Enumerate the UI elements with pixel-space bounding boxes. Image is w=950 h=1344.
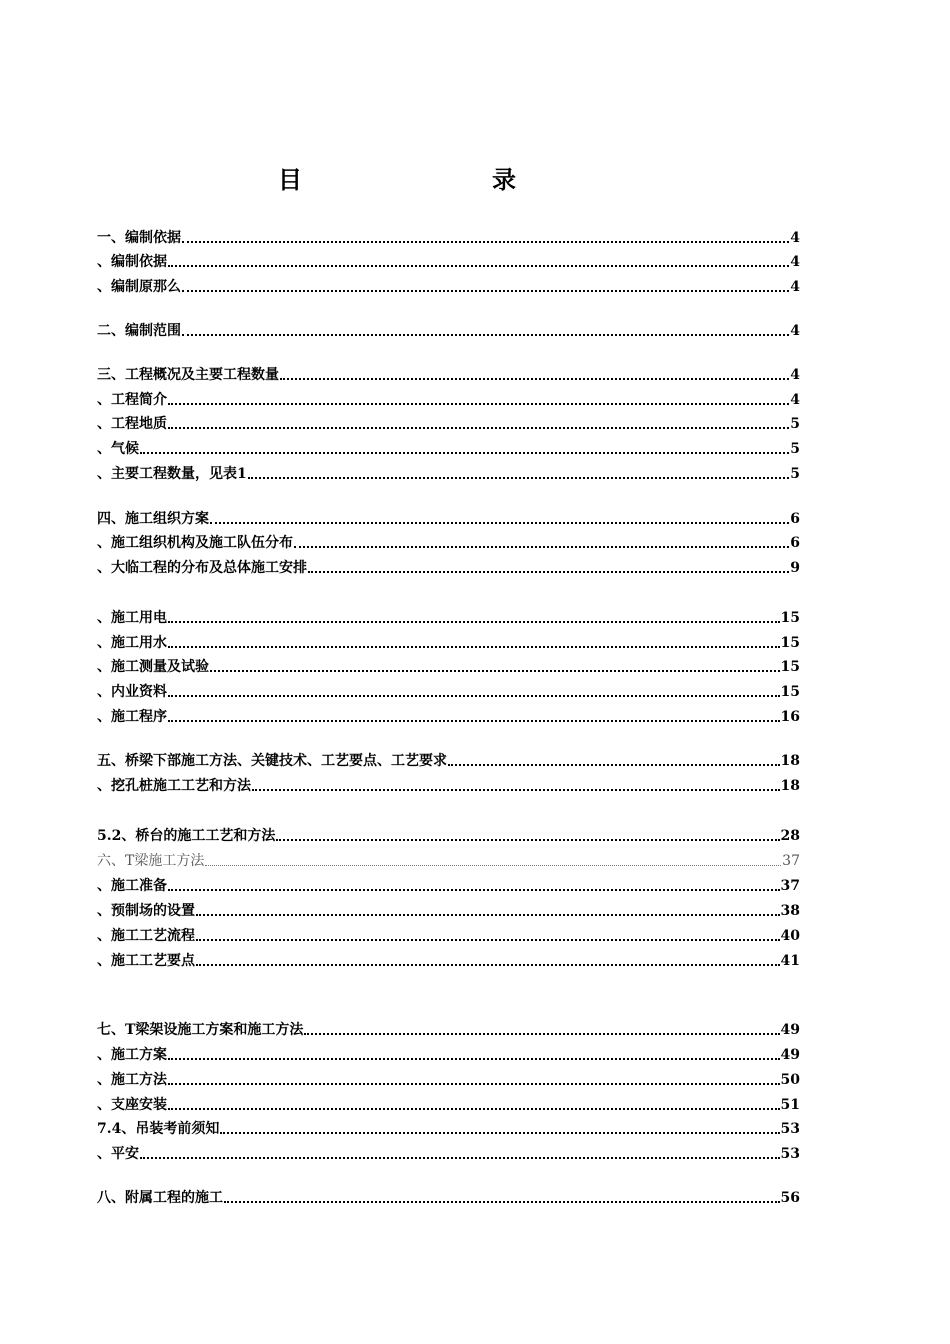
toc-entry-page: 5 [790,441,800,457]
toc-entry[interactable] [97,274,800,296]
toc-entry-text: 、编制依据 [97,254,167,270]
toc-entry[interactable] [97,555,800,577]
toc-entry[interactable] [97,704,800,726]
dot-leader [248,477,790,479]
toc-entry[interactable] [97,461,800,483]
toc-entry-page: 5 [790,416,800,432]
toc-entry-text: 、施工工艺要点 [97,953,195,969]
toc-entry-text: 、支座安装 [97,1097,167,1113]
toc-entry-page: 40 [780,928,800,944]
dot-leader [308,571,789,573]
dot-leader [196,939,780,941]
dot-leader [196,964,780,966]
toc-entry-page: 38 [780,903,800,919]
toc-entry-page: 5 [790,466,800,482]
dot-leader [210,522,789,524]
dot-leader [168,889,780,891]
toc-entry-page: 53 [780,1146,800,1162]
toc-entry[interactable] [97,1042,800,1064]
toc-entry-text: 、施工方案 [97,1047,167,1063]
dot-leader [294,546,789,548]
dot-leader [168,621,780,623]
toc-entry-page: 15 [780,610,800,626]
toc-entry-page: 56 [780,1190,800,1206]
dot-leader [140,1157,780,1159]
toc-entry-text: 四、施工组织方案 [97,511,209,527]
dot-leader [252,789,780,791]
toc-entry[interactable] [97,225,800,247]
toc-entry[interactable] [97,249,800,271]
toc-entry-text: 、大临工程的分布及总体施工安排 [97,560,307,576]
toc-entry-text: 三、工程概况及主要工程数量 [97,367,279,383]
toc-entry[interactable] [97,387,800,409]
toc-entry[interactable] [97,773,800,795]
toc-entry[interactable] [97,1067,800,1089]
toc-entry-page: 15 [780,635,800,651]
toc-entry-page: 4 [790,279,800,295]
dot-leader [168,403,789,405]
toc-entry-text: 、工程简介 [97,392,167,408]
toc-entry-page: 16 [780,709,800,725]
toc-entry-text: 、挖孔桩施工工艺和方法 [97,778,251,794]
toc-title-char-1: 目 [278,165,302,194]
toc-entry-text: 七、T梁架设施工方案和施工方法 [97,1022,304,1038]
toc-entry-text: 、内业资料 [97,684,167,700]
toc-entry[interactable] [97,1092,800,1114]
dot-leader [168,695,780,697]
toc-entry-page: 28 [780,828,800,844]
toc-entry-text: 、工程地质 [97,416,167,432]
toc-entry[interactable] [97,873,800,895]
dot-leader [205,865,781,866]
toc-entry[interactable] [97,411,800,433]
toc-entry-text: 、施工程序 [97,709,167,725]
toc-entry-text: 、施工测量及试验 [97,659,209,675]
toc-entry[interactable] [97,1141,800,1163]
toc-entry-page: 18 [780,778,800,794]
toc-entry[interactable] [97,1116,800,1138]
toc-entry[interactable] [97,898,800,920]
toc-entry-text: 二、编制范围 [97,323,181,339]
toc-entry-text: 六、T梁施工方法 [97,853,205,869]
toc-entry-page: 53 [780,1121,800,1137]
toc-entry-page: 51 [780,1097,800,1113]
toc-entry[interactable] [97,436,800,458]
toc-title [0,162,950,198]
toc-entry[interactable] [97,1017,800,1039]
toc-entry-page: 18 [780,753,800,769]
toc-entry-text: 、施工方法 [97,1072,167,1088]
toc-entry[interactable] [97,605,800,627]
toc-entry[interactable] [97,506,800,528]
dot-leader [196,914,780,916]
toc-entry-page: 41 [780,953,800,969]
toc-entry-page: 4 [790,254,800,270]
toc-entry-text: 、平安 [97,1146,139,1162]
dot-leader [182,334,789,336]
toc-entry[interactable] [97,630,800,652]
dot-leader [168,427,789,429]
toc-entry-text: 、编制原那么 [97,279,181,295]
toc-entry[interactable] [97,948,800,970]
toc-entry-text: 、主要工程数量，见表1 [97,466,247,482]
toc-entry-text: 、预制场的设置 [97,903,195,919]
toc-entry-text: 一、编制依据 [97,230,181,246]
toc-entry-page: 9 [790,560,800,576]
toc-entry[interactable] [97,923,800,945]
toc-entry-text: 5.2、桥台的施工工艺和方法 [97,828,276,844]
toc-entry-page: 4 [790,392,800,408]
toc-entry[interactable] [97,318,800,340]
toc-entry-page: 4 [790,323,800,339]
toc-entry[interactable] [97,1185,800,1207]
toc-entry-text: 、施工准备 [97,878,167,894]
toc-entry-text: 、施工用电 [97,610,167,626]
toc-entry[interactable] [97,823,800,845]
toc-entry-text: 7.4、吊装考前须知 [97,1121,220,1137]
dot-leader [220,1132,779,1134]
toc-entry-page: 6 [790,535,800,551]
dot-leader [280,378,789,380]
toc-entry-text: 、施工工艺流程 [97,928,195,944]
dot-leader [168,646,780,648]
dot-leader [182,290,789,292]
dot-leader [224,1201,780,1203]
toc-entry[interactable] [97,848,800,870]
dot-leader [210,670,780,672]
toc-entry-page: 50 [780,1072,800,1088]
toc-entry-page: 15 [780,684,800,700]
dot-leader [168,1108,780,1110]
toc-entry-page: 49 [780,1047,800,1063]
toc-entry-text: 、气候 [97,441,139,457]
toc-entry-text: 五、桥梁下部施工方法、关键技术、工艺要点、工艺要求 [97,753,447,769]
toc-title-char-2: 录 [492,165,516,194]
toc-entry[interactable] [97,654,800,676]
toc-entry[interactable] [97,748,800,770]
dot-leader [304,1033,779,1035]
toc-entry-page: 37 [780,878,800,894]
toc-entry-text: 、施工组织机构及施工队伍分布 [97,535,293,551]
dot-leader [182,241,789,243]
dot-leader [448,764,780,766]
dot-leader [140,452,789,454]
dot-leader [168,265,789,267]
toc-entry-page: 4 [790,230,800,246]
dot-leader [168,720,780,722]
dot-leader [276,839,779,841]
toc-entry[interactable] [97,679,800,701]
toc-entry-text: 、施工用水 [97,635,167,651]
toc-entry-page: 6 [790,511,800,527]
toc-entry[interactable] [97,362,800,384]
toc-entry[interactable] [97,530,800,552]
toc-entry-page: 15 [780,659,800,675]
toc-entry-page: 37 [782,853,800,869]
dot-leader [168,1083,780,1085]
dot-leader [168,1058,780,1060]
toc-entry-page: 4 [790,367,800,383]
toc-entry-page: 49 [780,1022,800,1038]
toc-entry-text: 八、附属工程的施工 [97,1190,223,1206]
